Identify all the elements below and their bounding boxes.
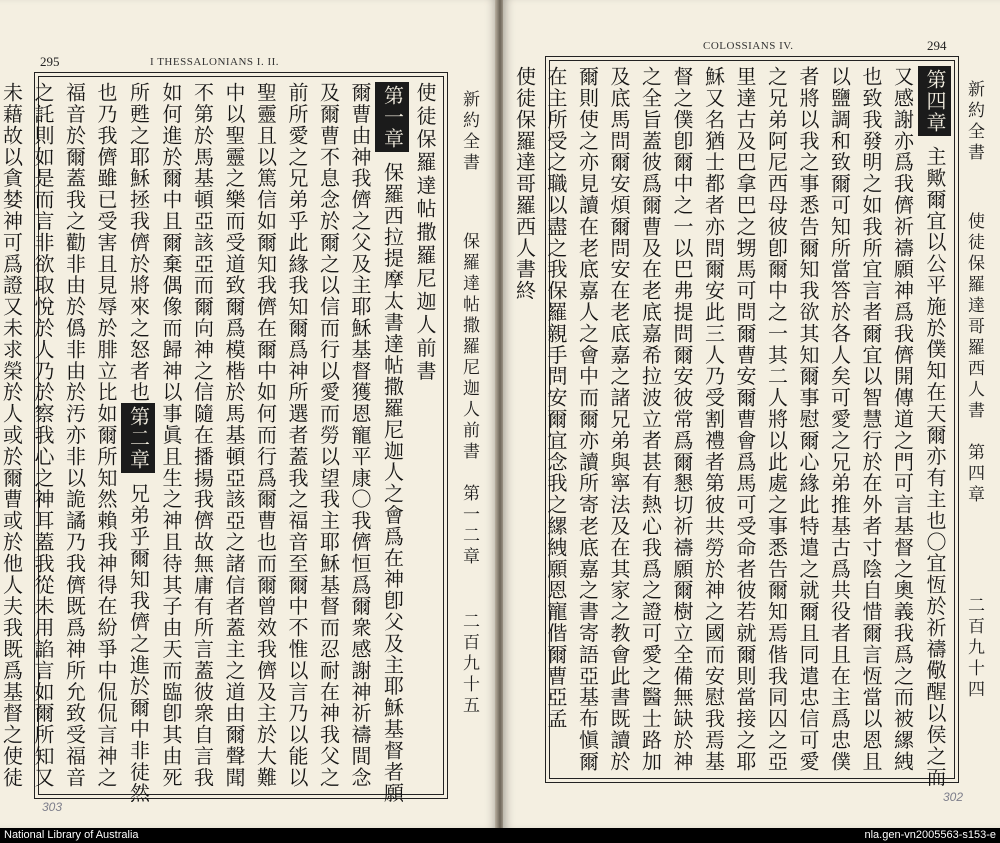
right-text-column: 者將以我之事悉告爾知我欲其知爾事慰爾心緣此特遣之就爾且同遣忠信可愛: [796, 66, 820, 773]
left-text-column: 中以聖靈之樂而受道致爾爲模楷於馬基頓亞該亞之諸信者蓋主之道由爾聲聞: [222, 82, 246, 789]
right-running-header: COLOSSIANS IV.: [703, 40, 794, 52]
left-pencil-note: 303: [42, 800, 63, 814]
left-text-column: 使徒保羅達帖撒羅尼迦人前書: [413, 82, 437, 384]
right-text-column: 之全旨蓋彼爲爾曹及在老底嘉希拉波立者甚有熱心我爲之證可愛之醫士路加: [638, 66, 663, 773]
left-text-column: 福音於爾蓋我之勸非由於僞非由於汚亦非以詭譎乃我儕既爲神所允致受福音: [62, 82, 87, 789]
left-text-column: 爾曹由神我儕之父及主耶穌基督獲恩寵平康〇我儕恒爲爾衆感謝神祈禱間念: [348, 82, 372, 789]
right-text-column: 里達古及巴拿巴之甥馬可問爾曹安爾曹會爲馬可受命者彼若就爾則當接之耶: [733, 66, 757, 773]
left-margin-section-title: 保羅達帖撒羅尼迦人前書 第一二章: [459, 232, 479, 568]
right-text-column: 在主所受之職以盡之我保羅親手問安爾宜念我之縲絏願恩寵偕爾曹亞孟: [544, 66, 568, 730]
right-margin-section-title: 使徒保羅達哥羅西人書 第四章: [964, 212, 984, 506]
right-page-number: 294: [927, 38, 947, 53]
left-text-column: 聖靈且以篤信如爾知我儕在爾中如何而行爲爾曹也而爾曾效我儕及主於大難: [253, 82, 278, 789]
right-text-column: 爾則使之亦見讀在老底嘉人之會中而爾亦讀所寄老底嘉之書寄語亞基布愼爾: [575, 66, 600, 773]
left-margin-folio: 二百九十五: [459, 612, 479, 717]
right-text-column: 及底馬問爾安煩爾問安在老底嘉之諸兄弟與寧法及在其家之教會此書既讀於: [607, 66, 631, 773]
left-text-column: 之託則如是而言非欲取悅於人乃於察我心之神耳蓋我從未用諂言如爾所知又: [31, 82, 55, 789]
left-text-column: 不第於馬基頓亞該亞而爾向神之信隨在播揚我儕故無庸有所言蓋彼衆自言我: [190, 82, 215, 789]
left-text-column: 及爾曹不息念於爾之以信而行以愛而勞以望我主耶穌基督而忍耐在神我父之: [316, 82, 341, 789]
left-text-column: 所甦之耶穌拯我儕於將來之怒者也第二章 兄弟乎爾知我儕之進於爾中非徒然: [121, 82, 155, 790]
footer-library: National Library of Australia: [4, 829, 139, 841]
right-text-column: 穌又名猶士都者亦問爾安此三人乃受割禮者第彼共勞於神之國而安慰我焉基: [701, 66, 726, 773]
footer-bar: [0, 828, 1000, 843]
left-text-column: 第一章 保羅西拉提摩太書達帖撒羅尼迦人之會爲在神卽父及主耶穌基督者願: [375, 82, 409, 790]
left-page-number: 295: [40, 54, 60, 69]
right-margin-book-title: 新約全書: [964, 80, 984, 164]
left-text-column: 前所愛之兄弟乎此緣我知爾爲神所選者蓋我之福音至爾中不惟以言乃以能以: [285, 82, 309, 789]
right-text-column: 第四章 主歟爾宜以公平施於僕知在天爾亦有主也〇宜恆於祈禱儆醒以侯之而: [918, 66, 952, 774]
left-text-column: 如何進於爾中且爾棄偶像而歸神以事眞且生之神且待其子由天而臨卽其由死: [159, 82, 183, 789]
right-margin-folio: 二百九十四: [964, 596, 984, 701]
right-text-column: 以鹽調和致爾可知所當答於各人矣可愛之兄弟推基古爲共役者且在主爲忠僕: [827, 66, 852, 773]
right-text-column: 之兄弟阿尼西母彼卽爾中之一其二人將以此處之事悉告爾知焉偕我同囚之亞: [764, 66, 789, 773]
left-page: [0, 0, 497, 828]
chapter-marker: 第四章: [918, 66, 952, 136]
chapter-marker: 第二章: [121, 403, 155, 473]
right-pencil-note: 302: [943, 790, 964, 804]
footer-identifier: nla.gen-vn2005563-s153-e: [864, 829, 996, 841]
left-running-header: I THESSALONIANS I. II.: [150, 56, 280, 68]
right-text-column: 也致我發明之如我所宜言者爾宜以智慧行於在外者寸陰自惜爾言恆當以恩且: [859, 66, 883, 773]
chapter-marker: 第一章: [375, 82, 409, 152]
right-text-body: [512, 66, 951, 788]
right-page: [503, 0, 1000, 828]
left-text-column: 未藉故以貪婪神可爲證又未求榮於人或於爾曹或於他人夫我既爲基督之使徒: [0, 82, 24, 789]
right-text-column: 又感謝亦爲我儕祈禱願神爲我儕開傳道之門可言基督之奧義我爲之而被縲絏: [890, 66, 915, 773]
left-text-body: [0, 82, 440, 804]
right-text-column: 督之僕卽爾中之一以巴弗提問爾安彼常爲爾懇切祈禱願爾樹立全備無缺於神: [670, 66, 694, 773]
right-text-column: 使徒保羅達哥羅西人書終: [512, 66, 537, 302]
left-text-column: 也乃我儕雖已受害且見辱於腓立比如爾所知然賴我神得在紛爭中侃侃言神之: [94, 82, 118, 789]
left-margin-book-title: 新約全書: [459, 90, 479, 174]
